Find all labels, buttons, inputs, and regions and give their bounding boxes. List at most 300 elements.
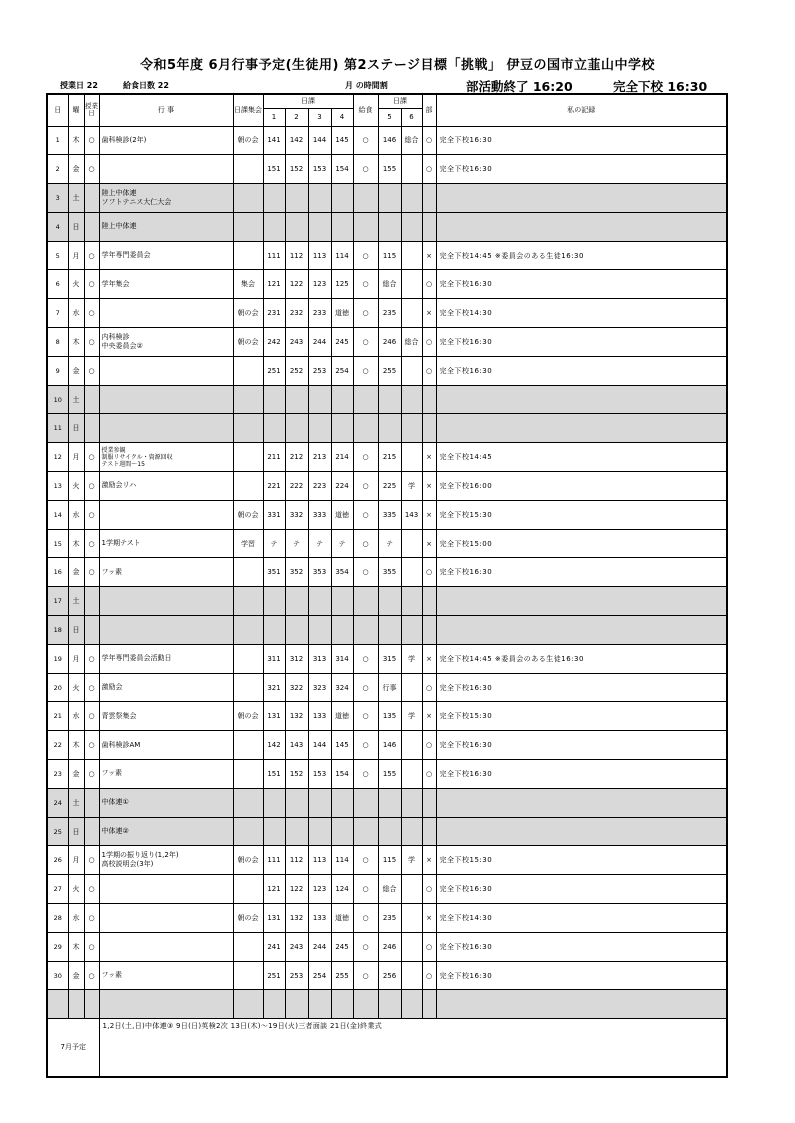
page-title: 令和5年度 6月行事予定(生徒用) 第2ステージ目標「挑戦」 伊豆の国市立韮山中学校 bbox=[139, 58, 656, 73]
period-4: 114 bbox=[331, 846, 353, 875]
event-cell bbox=[99, 904, 233, 933]
lunch-mark bbox=[353, 788, 378, 817]
event-cell: フッ素 bbox=[99, 961, 233, 990]
lunch-mark bbox=[353, 184, 378, 213]
period-3: 153 bbox=[308, 760, 331, 789]
period-3: 233 bbox=[308, 299, 331, 328]
period-4 bbox=[331, 990, 353, 1019]
table-row bbox=[47, 788, 727, 817]
record-cell: 完全下校16:00 bbox=[436, 472, 727, 501]
period-2 bbox=[285, 184, 308, 213]
event-cell: 学年専門委員会 bbox=[99, 241, 233, 270]
period-3: 213 bbox=[308, 443, 331, 472]
period-5: テ bbox=[378, 529, 401, 558]
record-cell bbox=[436, 817, 727, 846]
period-5 bbox=[378, 788, 401, 817]
club-mark bbox=[422, 385, 436, 414]
period-4 bbox=[331, 587, 353, 616]
period-5 bbox=[378, 817, 401, 846]
lunch-mark bbox=[353, 616, 378, 645]
event-cell bbox=[99, 932, 233, 961]
period-4: 254 bbox=[331, 356, 353, 385]
col-p2: 2 bbox=[285, 108, 308, 126]
lunch-mark bbox=[353, 414, 378, 443]
period-3: 333 bbox=[308, 500, 331, 529]
day-cell bbox=[47, 990, 68, 1019]
col-club: 部 bbox=[422, 94, 436, 126]
club-mark: ○ bbox=[422, 328, 436, 357]
period-4: 214 bbox=[331, 443, 353, 472]
period-1: 111 bbox=[263, 846, 285, 875]
period-6 bbox=[401, 817, 422, 846]
period-2: 332 bbox=[285, 500, 308, 529]
period-2: 152 bbox=[285, 155, 308, 184]
assembly-cell bbox=[233, 472, 263, 501]
period-6 bbox=[401, 558, 422, 587]
club-mark: ○ bbox=[422, 760, 436, 789]
period-2 bbox=[285, 788, 308, 817]
period-3 bbox=[308, 212, 331, 241]
class-day-mark: ○ bbox=[84, 673, 99, 702]
lunch-mark: ○ bbox=[353, 500, 378, 529]
assembly-cell: 朝の会 bbox=[233, 702, 263, 731]
period-5: 235 bbox=[378, 904, 401, 933]
period-6 bbox=[401, 673, 422, 702]
record-cell: 完全下校15:30 bbox=[436, 702, 727, 731]
lunch-mark: ○ bbox=[353, 702, 378, 731]
record-cell: 完全下校16:30 bbox=[436, 558, 727, 587]
class-day-mark: ○ bbox=[84, 702, 99, 731]
period-6 bbox=[401, 212, 422, 241]
club-mark: × bbox=[422, 241, 436, 270]
period-3: 353 bbox=[308, 558, 331, 587]
period-1: 321 bbox=[263, 673, 285, 702]
period-5: 155 bbox=[378, 155, 401, 184]
period-5: 115 bbox=[378, 846, 401, 875]
club-mark bbox=[422, 817, 436, 846]
period-2 bbox=[285, 414, 308, 443]
dow-cell: 水 bbox=[68, 500, 84, 529]
day-cell: 20 bbox=[47, 673, 68, 702]
class-day-mark bbox=[84, 385, 99, 414]
period-3: 223 bbox=[308, 472, 331, 501]
lunch-mark: ○ bbox=[353, 760, 378, 789]
period-4: 道徳 bbox=[331, 702, 353, 731]
lunch-mark bbox=[353, 385, 378, 414]
table-row bbox=[47, 587, 727, 616]
day-cell: 10 bbox=[47, 385, 68, 414]
record-cell: 完全下校16:30 bbox=[436, 155, 727, 184]
assembly-cell bbox=[233, 990, 263, 1019]
period-4: 314 bbox=[331, 644, 353, 673]
dow-cell: 金 bbox=[68, 356, 84, 385]
lunch-mark: ○ bbox=[353, 299, 378, 328]
period-3: 253 bbox=[308, 356, 331, 385]
club-mark bbox=[422, 990, 436, 1019]
period-6 bbox=[401, 904, 422, 933]
lunch-mark: ○ bbox=[353, 904, 378, 933]
assembly-cell bbox=[233, 788, 263, 817]
col-nikka-am: 日課 bbox=[263, 94, 353, 108]
period-4: テ bbox=[331, 529, 353, 558]
club-mark bbox=[422, 212, 436, 241]
record-cell: 完全下校16:30 bbox=[436, 932, 727, 961]
period-1 bbox=[263, 616, 285, 645]
assembly-cell bbox=[233, 961, 263, 990]
period-5: 355 bbox=[378, 558, 401, 587]
day-cell: 27 bbox=[47, 875, 68, 904]
day-cell: 13 bbox=[47, 472, 68, 501]
class-day-mark: ○ bbox=[84, 558, 99, 587]
class-day-mark: ○ bbox=[84, 443, 99, 472]
period-3 bbox=[308, 788, 331, 817]
lunch-mark bbox=[353, 990, 378, 1019]
lunch-mark: ○ bbox=[353, 472, 378, 501]
club-end-time: 部活動終了 16:20 bbox=[466, 79, 573, 94]
period-2: テ bbox=[285, 529, 308, 558]
table-row bbox=[47, 472, 727, 501]
lunch-mark: ○ bbox=[353, 558, 378, 587]
day-cell: 4 bbox=[47, 212, 68, 241]
period-4 bbox=[331, 616, 353, 645]
table-row bbox=[47, 184, 727, 213]
day-cell: 11 bbox=[47, 414, 68, 443]
record-cell: 完全下校15:00 bbox=[436, 529, 727, 558]
period-4: 124 bbox=[331, 875, 353, 904]
period-3: 144 bbox=[308, 126, 331, 155]
period-5: 行事 bbox=[378, 673, 401, 702]
club-mark: ○ bbox=[422, 673, 436, 702]
club-mark bbox=[422, 587, 436, 616]
event-cell bbox=[99, 587, 233, 616]
assembly-cell: 学習 bbox=[233, 529, 263, 558]
assembly-cell bbox=[233, 587, 263, 616]
table-row bbox=[47, 673, 727, 702]
club-mark bbox=[422, 184, 436, 213]
table-row bbox=[47, 212, 727, 241]
col-daily-assembly: 日課集会 bbox=[233, 94, 263, 126]
record-cell: 完全下校14:30 bbox=[436, 299, 727, 328]
lunch-days: 給食日数 22 bbox=[123, 81, 169, 90]
period-4 bbox=[331, 817, 353, 846]
period-1: 141 bbox=[263, 126, 285, 155]
col-event: 行 事 bbox=[99, 94, 233, 126]
period-6 bbox=[401, 443, 422, 472]
event-cell: 中体連② bbox=[99, 817, 233, 846]
col-p4: 4 bbox=[331, 108, 353, 126]
club-mark: ○ bbox=[422, 270, 436, 299]
period-5: 235 bbox=[378, 299, 401, 328]
period-2 bbox=[285, 817, 308, 846]
class-day-mark: ○ bbox=[84, 472, 99, 501]
col-nikka-pm: 日課 bbox=[378, 94, 422, 108]
class-day-mark: ○ bbox=[84, 932, 99, 961]
assembly-cell bbox=[233, 356, 263, 385]
class-day-mark: ○ bbox=[84, 155, 99, 184]
class-day-mark: ○ bbox=[84, 328, 99, 357]
event-cell bbox=[99, 356, 233, 385]
period-5 bbox=[378, 414, 401, 443]
event-cell: 激励会リハ bbox=[99, 472, 233, 501]
club-mark: × bbox=[422, 443, 436, 472]
lunch-mark: ○ bbox=[353, 673, 378, 702]
table-row bbox=[47, 414, 727, 443]
club-mark: ○ bbox=[422, 875, 436, 904]
table-row bbox=[47, 328, 727, 357]
col-p5: 5 bbox=[378, 108, 401, 126]
dow-cell: 木 bbox=[68, 328, 84, 357]
period-6: 学 bbox=[401, 644, 422, 673]
period-6 bbox=[401, 616, 422, 645]
period-3: テ bbox=[308, 529, 331, 558]
period-1 bbox=[263, 817, 285, 846]
period-1 bbox=[263, 184, 285, 213]
period-1 bbox=[263, 212, 285, 241]
record-cell bbox=[436, 616, 727, 645]
period-6: 学 bbox=[401, 846, 422, 875]
lunch-mark: ○ bbox=[353, 126, 378, 155]
day-cell: 1 bbox=[47, 126, 68, 155]
record-cell bbox=[436, 587, 727, 616]
period-5 bbox=[378, 385, 401, 414]
period-6 bbox=[401, 990, 422, 1019]
period-5: 246 bbox=[378, 328, 401, 357]
class-day-mark bbox=[84, 616, 99, 645]
event-cell bbox=[99, 385, 233, 414]
assembly-cell: 朝の会 bbox=[233, 904, 263, 933]
col-p6: 6 bbox=[401, 108, 422, 126]
period-2 bbox=[285, 212, 308, 241]
period-4 bbox=[331, 212, 353, 241]
dow-cell: 土 bbox=[68, 788, 84, 817]
dow-cell: 月 bbox=[68, 644, 84, 673]
record-cell: 完全下校14:30 bbox=[436, 904, 727, 933]
period-5 bbox=[378, 587, 401, 616]
class-day-mark: ○ bbox=[84, 270, 99, 299]
assembly-cell bbox=[233, 673, 263, 702]
assembly-cell bbox=[233, 731, 263, 760]
period-5: 155 bbox=[378, 760, 401, 789]
assembly-cell: 朝の会 bbox=[233, 328, 263, 357]
assembly-cell bbox=[233, 875, 263, 904]
club-mark: × bbox=[422, 702, 436, 731]
table-row bbox=[47, 443, 727, 472]
dow-cell: 金 bbox=[68, 760, 84, 789]
day-cell: 23 bbox=[47, 760, 68, 789]
event-cell bbox=[99, 875, 233, 904]
dow-cell: 木 bbox=[68, 731, 84, 760]
event-cell: 陸上中体連 ソフトテニス大仁大会 bbox=[99, 184, 233, 213]
period-4 bbox=[331, 184, 353, 213]
day-cell: 29 bbox=[47, 932, 68, 961]
period-2: 222 bbox=[285, 472, 308, 501]
lunch-mark bbox=[353, 587, 378, 616]
dow-cell: 土 bbox=[68, 587, 84, 616]
period-6: 総合 bbox=[401, 126, 422, 155]
record-cell bbox=[436, 385, 727, 414]
period-3: 113 bbox=[308, 846, 331, 875]
day-cell: 21 bbox=[47, 702, 68, 731]
period-2: 112 bbox=[285, 241, 308, 270]
club-mark: ○ bbox=[422, 558, 436, 587]
dow-cell: 木 bbox=[68, 529, 84, 558]
period-5 bbox=[378, 616, 401, 645]
class-day-mark: ○ bbox=[84, 126, 99, 155]
dow-cell: 土 bbox=[68, 184, 84, 213]
table-row bbox=[47, 155, 727, 184]
period-4: 125 bbox=[331, 270, 353, 299]
period-4: 道徳 bbox=[331, 904, 353, 933]
period-4 bbox=[331, 788, 353, 817]
period-1: 131 bbox=[263, 702, 285, 731]
period-5: 135 bbox=[378, 702, 401, 731]
day-cell: 3 bbox=[47, 184, 68, 213]
assembly-cell bbox=[233, 212, 263, 241]
dow-cell: 水 bbox=[68, 299, 84, 328]
col-dow: 曜 bbox=[68, 94, 84, 126]
table-row bbox=[47, 500, 727, 529]
class-day-mark: ○ bbox=[84, 356, 99, 385]
period-2: 132 bbox=[285, 702, 308, 731]
event-cell: 歯科検診AM bbox=[99, 731, 233, 760]
period-6 bbox=[401, 385, 422, 414]
period-4: 114 bbox=[331, 241, 353, 270]
period-1: 241 bbox=[263, 932, 285, 961]
record-cell bbox=[436, 212, 727, 241]
period-1: 142 bbox=[263, 731, 285, 760]
dow-cell: 金 bbox=[68, 961, 84, 990]
period-6 bbox=[401, 529, 422, 558]
lunch-mark: ○ bbox=[353, 356, 378, 385]
table-row bbox=[47, 241, 727, 270]
period-5: 146 bbox=[378, 731, 401, 760]
record-cell: 完全下校16:30 bbox=[436, 270, 727, 299]
club-mark bbox=[422, 414, 436, 443]
record-cell bbox=[436, 990, 727, 1019]
event-cell: 1学期の振り返り(1,2年) 高校説明会(3年) bbox=[99, 846, 233, 875]
dow-cell: 月 bbox=[68, 241, 84, 270]
table-row bbox=[47, 529, 727, 558]
class-day-mark: ○ bbox=[84, 299, 99, 328]
period-5: 315 bbox=[378, 644, 401, 673]
record-cell: 完全下校16:30 bbox=[436, 731, 727, 760]
assembly-cell bbox=[233, 385, 263, 414]
period-1: 211 bbox=[263, 443, 285, 472]
period-6 bbox=[401, 788, 422, 817]
period-1: 311 bbox=[263, 644, 285, 673]
class-day-mark: ○ bbox=[84, 904, 99, 933]
club-mark: ○ bbox=[422, 731, 436, 760]
event-cell bbox=[99, 155, 233, 184]
next-month-label: 7月予定 bbox=[47, 1019, 99, 1077]
class-day-mark: ○ bbox=[84, 500, 99, 529]
period-3: 153 bbox=[308, 155, 331, 184]
assembly-cell bbox=[233, 817, 263, 846]
period-6 bbox=[401, 184, 422, 213]
period-2: 212 bbox=[285, 443, 308, 472]
lunch-mark: ○ bbox=[353, 155, 378, 184]
period-5: 215 bbox=[378, 443, 401, 472]
table-row bbox=[47, 875, 727, 904]
assembly-cell bbox=[233, 760, 263, 789]
class-day-mark: ○ bbox=[84, 731, 99, 760]
day-cell: 25 bbox=[47, 817, 68, 846]
period-1: 121 bbox=[263, 875, 285, 904]
period-4: 道徳 bbox=[331, 299, 353, 328]
period-2: 122 bbox=[285, 875, 308, 904]
lunch-mark: ○ bbox=[353, 241, 378, 270]
period-2: 322 bbox=[285, 673, 308, 702]
class-days: 授業日 22 bbox=[60, 81, 98, 90]
class-day-mark: ○ bbox=[84, 875, 99, 904]
dow-cell: 月 bbox=[68, 846, 84, 875]
period-6: 総合 bbox=[401, 328, 422, 357]
dow-cell: 木 bbox=[68, 932, 84, 961]
period-5 bbox=[378, 184, 401, 213]
record-cell bbox=[436, 184, 727, 213]
event-cell: 1学期テスト bbox=[99, 529, 233, 558]
club-mark: × bbox=[422, 472, 436, 501]
table-row bbox=[47, 760, 727, 789]
period-3 bbox=[308, 817, 331, 846]
event-cell bbox=[99, 616, 233, 645]
period-6 bbox=[401, 241, 422, 270]
table-row bbox=[47, 932, 727, 961]
dow-cell: 火 bbox=[68, 673, 84, 702]
dow-cell: 日 bbox=[68, 616, 84, 645]
dow-cell: 金 bbox=[68, 558, 84, 587]
lunch-mark: ○ bbox=[353, 270, 378, 299]
period-4: 245 bbox=[331, 328, 353, 357]
assembly-cell bbox=[233, 932, 263, 961]
period-4: 354 bbox=[331, 558, 353, 587]
period-4: 224 bbox=[331, 472, 353, 501]
day-cell: 18 bbox=[47, 616, 68, 645]
assembly-cell bbox=[233, 644, 263, 673]
period-2: 112 bbox=[285, 846, 308, 875]
record-cell bbox=[436, 414, 727, 443]
period-4: 154 bbox=[331, 155, 353, 184]
table-row bbox=[47, 961, 727, 990]
col-day: 日 bbox=[47, 94, 68, 126]
day-cell: 14 bbox=[47, 500, 68, 529]
day-cell: 22 bbox=[47, 731, 68, 760]
period-6 bbox=[401, 414, 422, 443]
period-6 bbox=[401, 932, 422, 961]
full-leave-time: 完全下校 16:30 bbox=[613, 79, 708, 94]
day-cell: 7 bbox=[47, 299, 68, 328]
period-3: 244 bbox=[308, 328, 331, 357]
club-mark: × bbox=[422, 529, 436, 558]
period-5: 246 bbox=[378, 932, 401, 961]
dow-cell: 日 bbox=[68, 414, 84, 443]
period-1: 351 bbox=[263, 558, 285, 587]
period-3: 133 bbox=[308, 904, 331, 933]
assembly-cell bbox=[233, 155, 263, 184]
period-6 bbox=[401, 587, 422, 616]
period-5: 256 bbox=[378, 961, 401, 990]
period-5 bbox=[378, 990, 401, 1019]
period-3 bbox=[308, 616, 331, 645]
period-3: 244 bbox=[308, 932, 331, 961]
schedule-table bbox=[46, 93, 728, 1078]
period-6 bbox=[401, 731, 422, 760]
period-2: 352 bbox=[285, 558, 308, 587]
period-1 bbox=[263, 990, 285, 1019]
table-row bbox=[47, 558, 727, 587]
period-3 bbox=[308, 184, 331, 213]
period-2: 252 bbox=[285, 356, 308, 385]
